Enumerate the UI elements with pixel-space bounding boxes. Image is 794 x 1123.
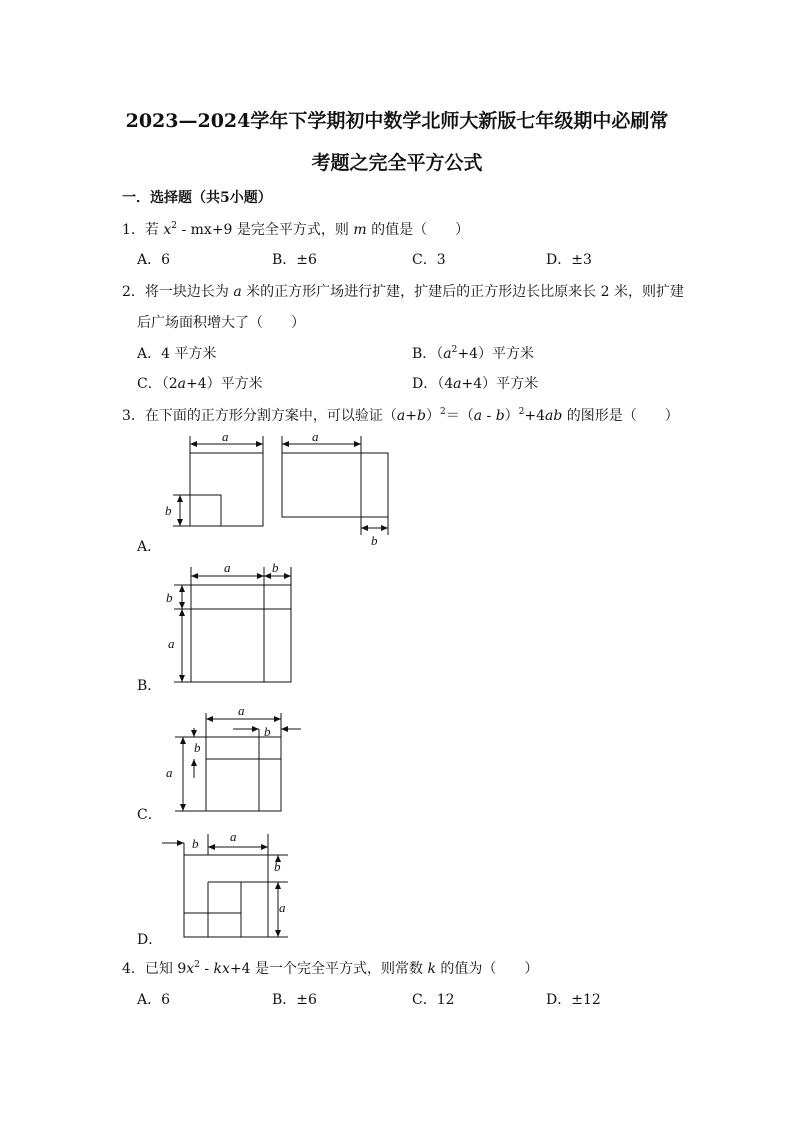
q3-option-b-label[interactable]: B． xyxy=(137,678,162,694)
fig-c-label-a-left: a xyxy=(166,765,173,780)
document-title-line1: 2023—2024学年下学期初中数学北师大新版七年级期中必刷常 xyxy=(125,110,669,132)
fig-a2-label-a: a xyxy=(312,429,319,444)
q4-option-a[interactable]: A．6 xyxy=(137,992,171,1008)
fig-d-label-a-right: a xyxy=(279,900,286,915)
fig-d-label-b-right: b xyxy=(274,859,281,874)
fig-b-label-b-left: b xyxy=(166,590,173,605)
fig-a-label-a: a xyxy=(222,429,229,444)
fig-b-label-a-left: a xyxy=(168,636,175,651)
q1-option-d[interactable]: D．±3 xyxy=(546,252,592,268)
question-2-line1: 2．将一块边长为 a 米的正方形广场进行扩建，扩建后的正方形边长比原来长 2 米，则扩建 xyxy=(122,284,684,300)
q3-option-d-label[interactable]: D． xyxy=(137,932,163,948)
q2-option-a[interactable]: A．4 平方米 xyxy=(137,346,217,362)
fig-c-label-b-top: b xyxy=(264,724,271,739)
question-4: 4．已知 $9x^2 - kx+4$ 是一个完全平方式，则常数 k 的值为（ ） xyxy=(122,960,539,977)
document-title-line2: 考题之完全平方公式 xyxy=(311,152,483,174)
q2-option-d[interactable]: D．（4a+4）平方米 xyxy=(412,376,539,392)
fig-c-label-b-left: b xyxy=(194,740,201,755)
fig-a2-label-b: b xyxy=(371,533,378,548)
q3-option-c-label[interactable]: C． xyxy=(137,807,162,823)
fig-d-label-b-top: b xyxy=(192,836,199,851)
q4-option-c[interactable]: C．12 xyxy=(412,992,455,1008)
fig-b-label-a: a xyxy=(224,560,231,575)
fig-b-label-b-top: b xyxy=(272,560,279,575)
q2-option-c[interactable]: C．（2a+4）平方米 xyxy=(137,376,263,392)
question-3: 3．在下面的正方形分割方案中，可以验证$(a+b)^2=(a - b)^2+4ab$ 的图形是（ ） xyxy=(122,407,679,424)
question-2-line2: 后广场面积增大了（ ） xyxy=(137,315,305,331)
section-heading: 一．选择题（共5小题） xyxy=(122,190,272,206)
q1-option-c[interactable]: C．3 xyxy=(412,252,446,268)
question-1: 1．若 $x^2 - mx+9$ 是完全平方式，则 m 的值是（ ） xyxy=(122,221,470,238)
q4-option-d[interactable]: D．±12 xyxy=(546,992,601,1008)
q2-option-b[interactable]: B．$(a^2+4)$平方米 xyxy=(412,345,535,362)
q1-option-a[interactable]: A．6 xyxy=(137,252,171,268)
q1-option-b[interactable]: B．±6 xyxy=(272,252,317,268)
q3-option-a-label[interactable]: A． xyxy=(137,539,162,555)
fig-c-label-a: a xyxy=(238,703,245,718)
q4-option-b[interactable]: B．±6 xyxy=(272,992,317,1008)
fig-d-label-a-top: a xyxy=(230,829,237,844)
fig-a-label-b: b xyxy=(165,503,172,518)
